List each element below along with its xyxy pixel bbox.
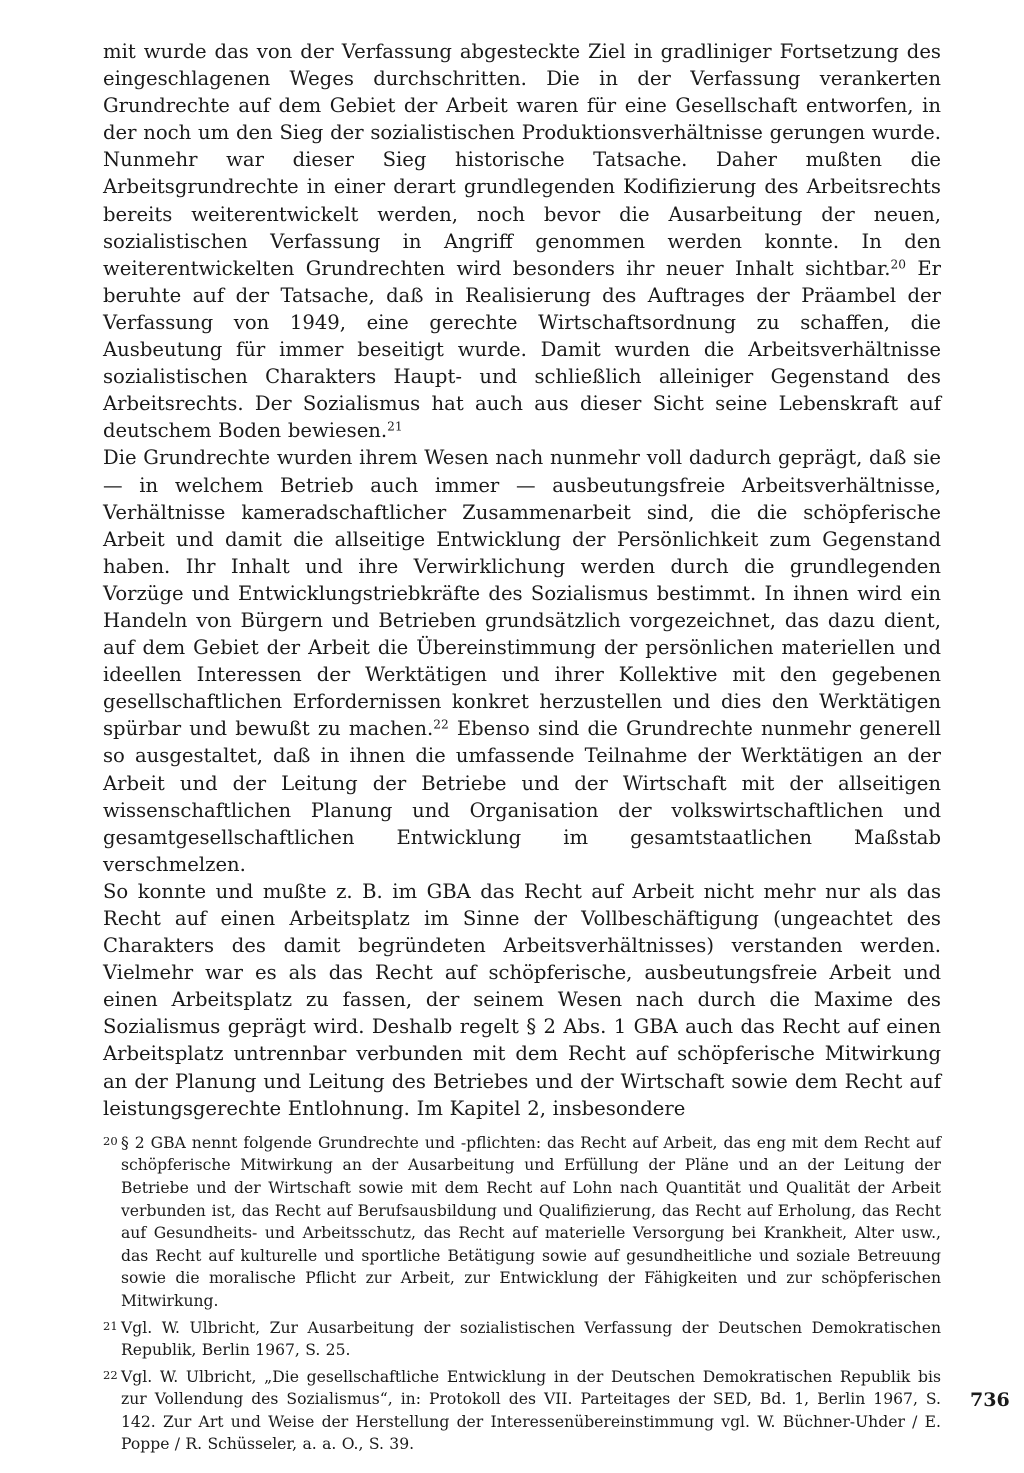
footnote-ref-21: 21: [387, 419, 403, 434]
footnote-ref-20: 20: [890, 257, 906, 272]
footnote-text: Vgl. W. Ulbricht, Zur Ausarbeitung der sozialistischen Verfassung der Deutschen Demokratischen Republik, Berlin 1967, S. 25.: [121, 1318, 941, 1360]
footnote-20: [103, 1132, 941, 1313]
footnote-21: [103, 1317, 941, 1362]
paragraph-2: [103, 444, 941, 878]
paragraph-2-text-b: Ebenso sind die Grundrechte nunmehr generell so ausgestaltet, daß in ihnen die umfassende Teilnahme der Werktätigen an der Arbeit und der Leitung der Betriebe und der Wirtschaft mit der allseitigen wissenschaftlichen Planung und Organisation der volkswirtschaftlichen und gesamtgesellschaftlichen Entwicklung im gesamtstaatlichen Maßstab verschmelzen.: [103, 717, 941, 876]
footnote-number: 22: [103, 1367, 118, 1382]
footnote-number: 20: [103, 1133, 118, 1148]
paragraph-1-text-b: Er beruhte auf der Tatsache, daß in Realisierung des Auftrages der Präambel der Verfassung von 1949, eine gerechte Wirtschaftsordnung zu schaffen, die Ausbeutung für immer beseitigt wurde. Damit wurden die Arbeitsverhältnisse sozialistischen Charakters Haupt- und schließlich alleiniger Gegenstand des Arbeitsrechts. Der Sozialismus hat auch aus dieser Sicht seine Lebenskraft auf deutschem Boden bewiesen.: [103, 256, 941, 443]
footnote-text: Vgl. W. Ulbricht, „Die gesellschaftliche Entwicklung in der Deutschen Demokratischen Republik bis zur Vollendung des Sozialismus“, in: Protokoll des VII. Parteitages der SED, Bd. 1, Berlin 1967, S. 142. Zur Art und Weise der Herstellung der Interessenübereinstimmung vgl. W. Büchner-Uhder / E. Poppe / R. Schüsseler, a. a. O., S. 39.: [121, 1367, 941, 1454]
body-text: [103, 38, 941, 1122]
paragraph-3: So konnte und mußte z. B. im GBA das Recht auf Arbeit nicht mehr nur als das Recht auf einen Arbeitsplatz im Sinne der Vollbeschäftigung (ungeachtet des Charakters des damit begründeten Arbeitsverhältnisses) verstanden werden. Vielmehr war es als das Recht auf schöpferische, ausbeutungsfreie Arbeit und einen Arbeitsplatz zu fassen, der seinem Wesen nach durch die Maxime des Sozialismus geprägt wird. Deshalb regelt § 2 Abs. 1 GBA auch das Recht auf einen Arbeitsplatz untrennbar verbunden mit dem Recht auf schöpferische Mitwirkung an der Planung und Leitung des Betriebes und der Wirtschaft sowie dem Recht auf leistungsgerechte Entlohnung. Im Kapitel 2, insbesondere: [103, 879, 941, 1120]
paragraph-2-text-a: Die Grundrechte wurden ihrem Wesen nach nunmehr voll dadurch geprägt, daß sie — in welchem Betrieb auch immer — ausbeutungsfreie Arbeitsverhältnisse, Verhältnisse kameradschaftlicher Zusammenarbeit sind, die die schöpferische Arbeit und damit die allseitige Entwicklung der Persönlichkeit zum Gegenstand haben. Ihr Inhalt und ihre Verwirklichung werden durch die grundlegenden Vorzüge und Entwicklungstriebkräfte des Sozialismus bestimmt. In ihnen wird ein Handeln von Bürgern und Betrieben grundsätzlich vorgezeichnet, das dazu dient, auf dem Gebiet der Arbeit die Übereinstimmung der persönlichen materiellen und ideellen Interessen der Werktätigen und ihrer Kollektive mit den gegebenen gesellschaftlichen Erfordernissen konkret herzustellen und dies den Werktätigen spürbar und bewußt zu machen.: [103, 446, 942, 741]
footnotes: [103, 1132, 941, 1456]
footnote-ref-22: 22: [433, 717, 449, 732]
page-content: [103, 38, 941, 1460]
page-number: 736: [970, 1389, 1010, 1411]
paragraph-1-text-a: mit wurde das von der Verfassung abgesteckte Ziel in gradliniger Fortsetzung des eingeschlagenen Weges durchschritten. Die in der Verfassung verankerten Grundrechte auf dem Gebiet der Arbeit waren für eine Gesellschaft entworfen, in der noch um den Sieg der sozialistischen Produktionsverhältnisse gerungen wurde. Nunmehr war dieser Sieg historische Tatsache. Daher mußten die Arbeitsgrundrechte in einer derart grundlegenden Kodifizierung des Arbeitsrechts bereits weiterentwickelt werden, noch bevor die Ausarbeitung der neuen, sozialistischen Verfassung in Angriff genommen werden konnte. In den weiterentwickelten Grundrechten wird besonders ihr neuer Inhalt sichtbar.: [103, 40, 941, 280]
footnote-text: § 2 GBA nennt folgende Grundrechte und -pflichten: das Recht auf Arbeit, das eng mit dem Recht auf schöpferische Mitwirkung an der Ausarbeitung und Erfüllung der Pläne und an der Leitung der Betriebe und der Wirtschaft sowie mit dem Recht auf Lohn nach Quantität und Qualität der Arbeit verbunden ist, das Recht auf Berufsausbildung und Qualifizierung, das Recht auf Erholung, das Recht auf Gesundheits- und Arbeitsschutz, das Recht auf materielle Versorgung bei Krankheit, Alter usw., das Recht auf kulturelle und sportliche Betätigung sowie auf gesundheitliche und soziale Betreuung sowie die moralische Pflicht zur Arbeit, zur Entwicklung der Fähigkeiten und zur schöpferischen Mitwirkung.: [121, 1133, 941, 1310]
footnote-22: [103, 1366, 941, 1456]
footnote-number: 21: [103, 1318, 118, 1333]
paragraph-1: [103, 38, 941, 444]
